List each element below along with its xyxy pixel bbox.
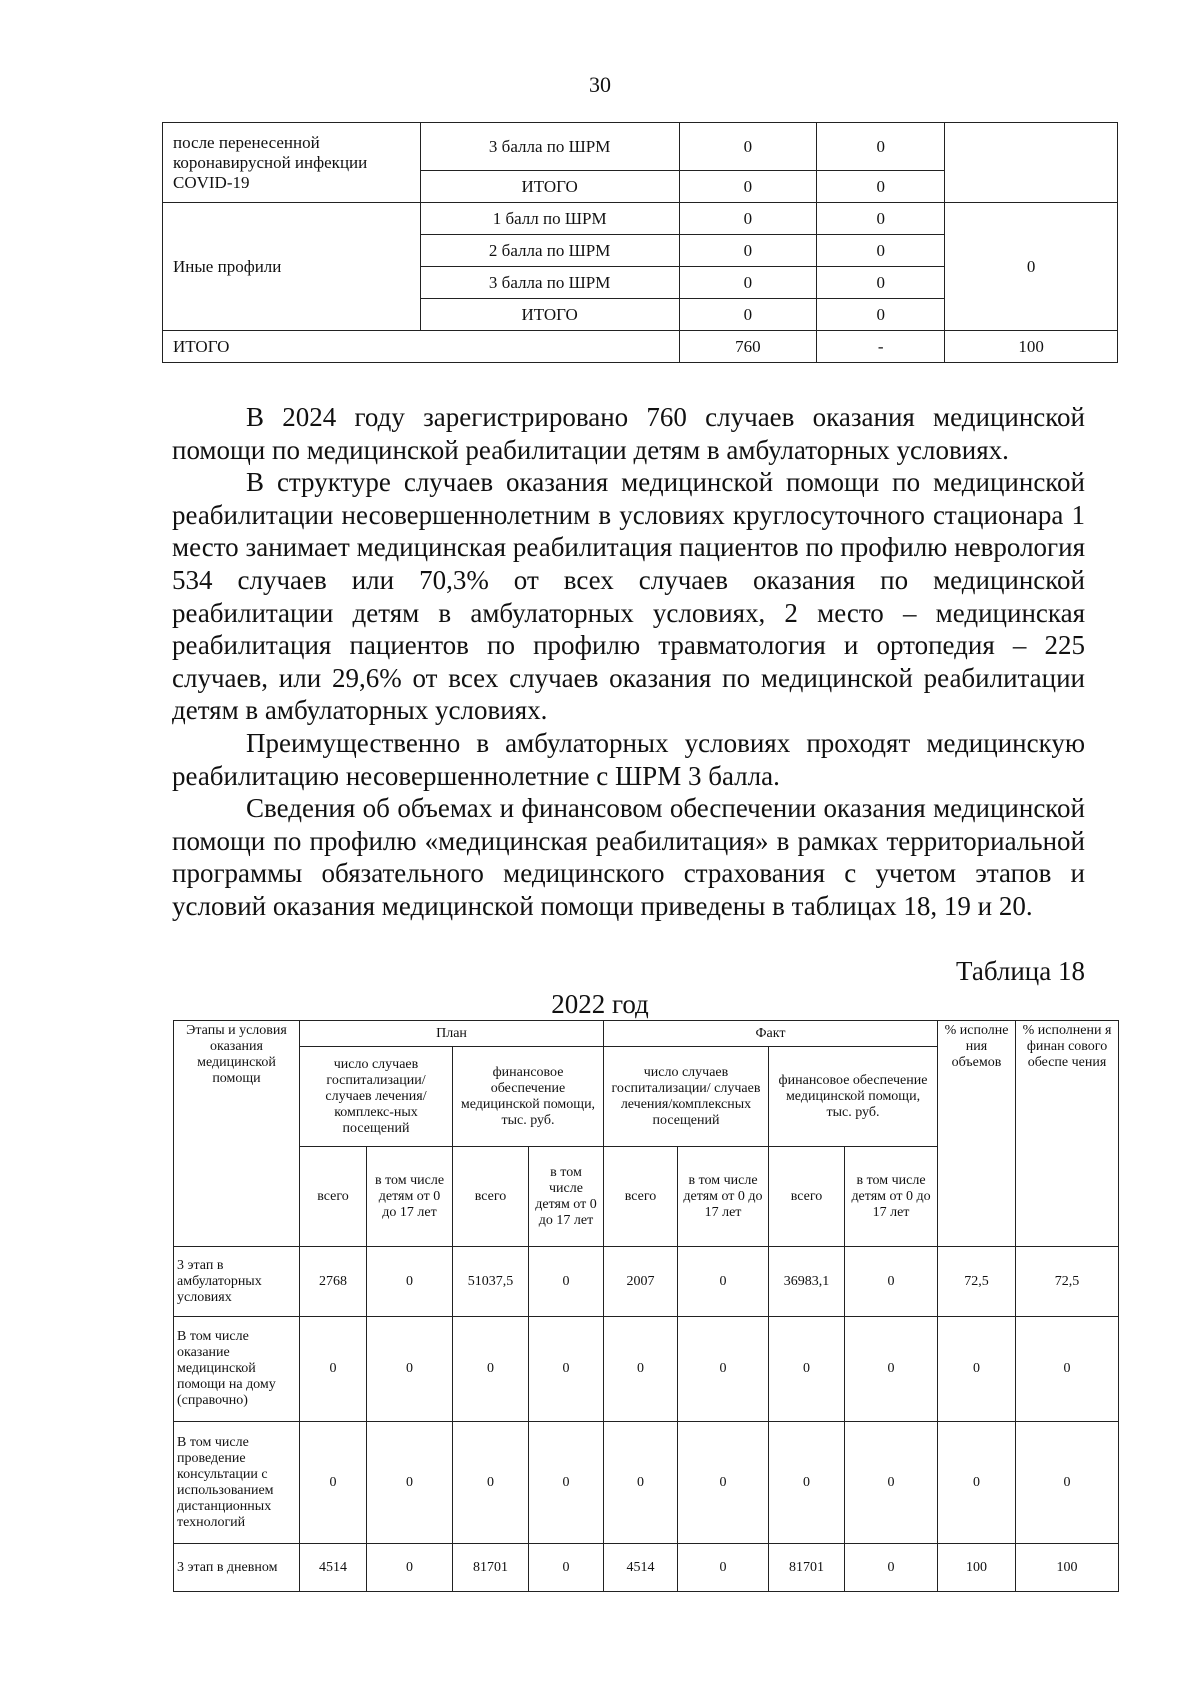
value-cell: 0: [678, 1422, 769, 1544]
value-cell: 0: [845, 1544, 938, 1592]
value-cell: 0: [367, 1247, 453, 1317]
value-cell: 0: [604, 1422, 678, 1544]
value-cell: 0: [679, 235, 817, 267]
value-cell: 0: [938, 1422, 1016, 1544]
total-label: ИТОГО: [163, 331, 680, 363]
total-value: 760: [679, 331, 817, 363]
plan-cases-header: число случаев госпитализации/ случаев лечения/комплекс-ных посещений: [300, 1047, 453, 1147]
value-cell: 36983,1: [769, 1247, 845, 1317]
fact-cases-header: число случаев госпитализации/ случаев лечения/комплексных посещений: [604, 1047, 769, 1147]
value-cell: 100: [938, 1544, 1016, 1592]
body-text: [172, 401, 1085, 923]
value-cell: 81701: [453, 1544, 529, 1592]
value-cell: 0: [367, 1317, 453, 1422]
value-cell: 0: [1016, 1317, 1119, 1422]
value-cell: 0: [367, 1544, 453, 1592]
value-cell: 0: [679, 299, 817, 331]
value-cell: 0: [938, 1317, 1016, 1422]
value-cell: 100: [1016, 1544, 1119, 1592]
table-row: [174, 1544, 1119, 1592]
plan-header: План: [300, 1021, 604, 1047]
stage-cell: 3 этап в дневном: [174, 1544, 300, 1592]
value-cell: 4514: [300, 1544, 367, 1592]
value-cell: 0: [679, 123, 817, 171]
table-row: [163, 123, 1118, 171]
profile-cell: Иные профили: [163, 203, 421, 331]
value-cell: 2768: [300, 1247, 367, 1317]
value-cell: 0: [678, 1247, 769, 1317]
table-row: [163, 203, 1118, 235]
table-18: [173, 1020, 1119, 1592]
stage-cell: В том числе проведение консультации с использованием дистанционных технологий: [174, 1422, 300, 1544]
value-cell: 0: [300, 1317, 367, 1422]
value-cell: 0: [845, 1247, 938, 1317]
value-cell: 0: [679, 171, 817, 203]
total-header: всего: [300, 1147, 367, 1247]
score-cell: 2 балла по ШРМ: [420, 235, 679, 267]
table-row: [174, 1317, 1119, 1422]
total-header: всего: [453, 1147, 529, 1247]
fact-finance-header: финансовое обеспечение медицинской помощи, тыс. руб.: [769, 1047, 938, 1147]
value-cell: 81701: [769, 1544, 845, 1592]
score-cell: 3 балла по ШРМ: [420, 267, 679, 299]
value-cell: 0: [945, 203, 1118, 331]
paragraph: В 2024 году зарегистрировано 760 случаев оказания медицинской помощи по медицинской реабилитации детям в амбулаторных условиях.: [172, 402, 1085, 465]
stage-header: Этапы и условия оказания медицинской помощи: [174, 1021, 300, 1247]
table-row: [174, 1422, 1119, 1544]
table-total-row: [163, 331, 1118, 363]
value-cell: 0: [367, 1422, 453, 1544]
value-cell: 51037,5: [453, 1247, 529, 1317]
value-cell: 0: [817, 171, 945, 203]
pct-finance-header: % исполнени я финан сового обеспе чения: [1016, 1021, 1119, 1247]
value-cell: 72,5: [1016, 1247, 1119, 1317]
paragraph: Преимущественно в амбулаторных условиях проходят медицинскую реабилитацию несовершеннолетние с ШРМ 3 балла.: [172, 727, 1085, 791]
profile-summary-table: [162, 122, 1118, 363]
header-row: [174, 1021, 1119, 1047]
score-cell: 3 балла по ШРМ: [420, 123, 679, 171]
children-header: в том числе детям от 0 до 17 лет: [367, 1147, 453, 1247]
value-cell: 0: [679, 203, 817, 235]
value-cell: 72,5: [938, 1247, 1016, 1317]
table-year: 2022 год: [551, 989, 649, 1019]
value-cell: 0: [1016, 1422, 1119, 1544]
paragraph: Сведения об объемах и финансовом обеспечении оказания медицинской помощи по профилю «медицинская реабилитация» в рамках территориальной программы обязательного медицинского страхования с учетом этапов и условий оказания медицинской помощи приведены в таблицах 18, 19 и 20.: [172, 793, 1085, 921]
value-cell: 0: [604, 1317, 678, 1422]
children-header: в том числе детям от 0 до 17 лет: [845, 1147, 938, 1247]
pct-volume-header: % исполне ния объемов: [938, 1021, 1016, 1247]
value-cell: 0: [529, 1422, 604, 1544]
children-header: в том числе детям от 0 до 17 лет: [678, 1147, 769, 1247]
value-cell: 0: [817, 235, 945, 267]
value-cell: 0: [817, 203, 945, 235]
value-cell: 0: [529, 1544, 604, 1592]
total-header: всего: [604, 1147, 678, 1247]
value-cell: 0: [453, 1422, 529, 1544]
value-cell: 0: [817, 123, 945, 171]
paragraph: В структуре случаев оказания медицинской помощи по медицинской реабилитации несовершеннолетним в условиях круглосуточного стационара 1 место занимает медицинская реабилитация пациентов по профилю неврология 534 случаев или 70,3% от всех случаев оказания по медицинской реабилитации детям в амбулаторных условиях, 2 место – медицинская реабилитация пациентов по профилю травматология и ортопедия – 225 случаев, или 29,6% от всех случаев оказания по медицинской реабилитации детям в амбулаторных условиях.: [172, 467, 1085, 726]
value-cell: 0: [529, 1317, 604, 1422]
table-caption: Таблица 18: [956, 956, 1085, 986]
value-cell: 4514: [604, 1544, 678, 1592]
children-header: в том числе детям от 0 до 17 лет: [529, 1147, 604, 1247]
value-cell: 0: [678, 1544, 769, 1592]
value-cell: 0: [678, 1317, 769, 1422]
value-cell: 0: [769, 1422, 845, 1544]
score-cell: ИТОГО: [420, 171, 679, 203]
plan-finance-header: финансовое обеспечение медицинской помощи, тыс. руб.: [453, 1047, 604, 1147]
stage-cell: В том числе оказание медицинской помощи на дому (справочно): [174, 1317, 300, 1422]
score-cell: ИТОГО: [420, 299, 679, 331]
stage-cell: 3 этап в амбулаторных условиях: [174, 1247, 300, 1317]
value-cell: 0: [769, 1317, 845, 1422]
value-cell: 0: [679, 267, 817, 299]
value-cell: 0: [817, 267, 945, 299]
score-cell: 1 балл по ШРМ: [420, 203, 679, 235]
value-cell: 0: [845, 1422, 938, 1544]
value-cell: 0: [845, 1317, 938, 1422]
value-cell: 0: [817, 299, 945, 331]
value-cell: 0: [529, 1247, 604, 1317]
total-value: 100: [945, 331, 1118, 363]
fact-header: Факт: [604, 1021, 938, 1047]
page-number: 30: [589, 72, 611, 97]
value-cell: 0: [453, 1317, 529, 1422]
profile-cell: после перенесенной коронавирусной инфекции COVID-19: [163, 123, 421, 203]
table-row: [174, 1247, 1119, 1317]
total-header: всего: [769, 1147, 845, 1247]
total-value: -: [817, 331, 945, 363]
value-cell: 0: [300, 1422, 367, 1544]
value-cell: [945, 123, 1118, 203]
value-cell: 2007: [604, 1247, 678, 1317]
